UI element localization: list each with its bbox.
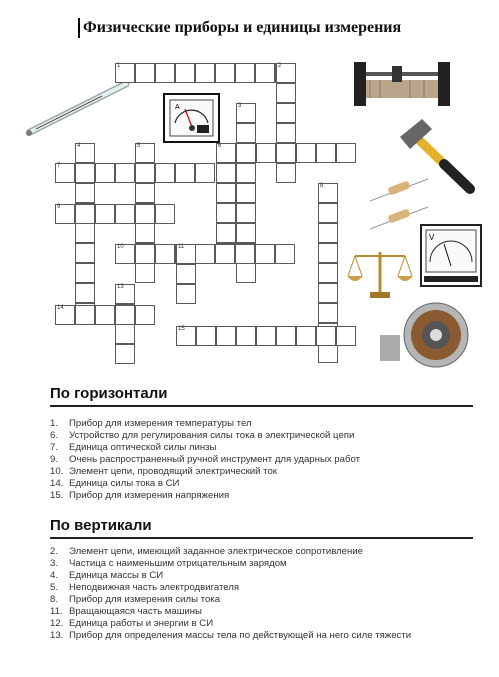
clue-number: 13 (117, 284, 124, 290)
crossword-cell[interactable] (216, 203, 236, 223)
crossword-cell[interactable] (318, 183, 338, 203)
clue-item (50, 442, 360, 454)
crossword-cell[interactable] (215, 63, 235, 83)
clue-item-number: 14. (50, 478, 64, 489)
crossword-cell[interactable] (216, 326, 236, 346)
crossword-cell[interactable] (276, 63, 296, 83)
crossword-cell[interactable] (236, 263, 256, 283)
clue-item-text: Единица силы тока в СИ (69, 478, 180, 489)
crossword-cell[interactable] (75, 223, 95, 243)
crossword-cell[interactable] (75, 204, 95, 224)
crossword-cell[interactable] (115, 344, 135, 364)
clue-number: 8 (320, 183, 324, 189)
crossword-cell[interactable] (296, 143, 316, 163)
voltmeter-image (420, 224, 482, 287)
clue-item (50, 630, 411, 642)
crossword-cell[interactable] (216, 143, 236, 163)
crossword-cell[interactable] (95, 163, 115, 183)
crossword-cell[interactable] (75, 305, 95, 325)
crossword-cell[interactable] (95, 204, 115, 224)
crossword-cell[interactable] (135, 163, 155, 183)
crossword-cell[interactable] (75, 283, 95, 303)
clue-number: 6 (218, 143, 222, 149)
crossword-cell[interactable] (236, 326, 256, 346)
clue-item-text: Прибор для измерения силы тока (69, 594, 221, 605)
crossword-cell[interactable] (215, 244, 235, 264)
crossword-cell[interactable] (316, 326, 336, 346)
across-rule (50, 405, 473, 407)
crossword-cell[interactable] (176, 264, 196, 284)
crossword-cell[interactable] (135, 204, 155, 224)
crossword-cell[interactable] (236, 123, 256, 143)
crossword-cell[interactable] (216, 223, 236, 243)
clue-item-number: 11. (50, 606, 63, 617)
clue-item-text: Единица оптической силы линзы (69, 442, 217, 453)
crossword-cell[interactable] (135, 63, 155, 83)
crossword-cell[interactable] (75, 143, 95, 163)
crossword-cell[interactable] (318, 223, 338, 243)
crossword-cell[interactable] (55, 305, 75, 325)
crossword-cell[interactable] (235, 244, 255, 264)
crossword-cell[interactable] (135, 143, 155, 163)
crossword-cell[interactable] (276, 143, 296, 163)
clue-item-number: 2. (50, 546, 59, 557)
clue-item-number: 7. (50, 442, 59, 453)
clue-number: 9 (57, 204, 61, 210)
clue-item (50, 558, 411, 570)
svg-text:V: V (429, 233, 435, 242)
crossword-cell[interactable] (75, 243, 95, 263)
clue-item-text: Вращающаяся часть машины (69, 606, 202, 617)
across-heading: По горизонтали (50, 385, 168, 402)
crossword-cell[interactable] (155, 163, 175, 183)
crossword-cell[interactable] (176, 326, 196, 346)
clue-item-number: 5. (50, 582, 59, 593)
clue-item-text: Неподвижная часть электродвигателя (69, 582, 240, 593)
crossword-cell[interactable] (276, 163, 296, 183)
crossword-cell[interactable] (55, 204, 75, 224)
crossword-cell[interactable] (256, 143, 276, 163)
crossword-cell[interactable] (318, 243, 338, 263)
down-heading: По вертикали (50, 517, 152, 534)
crossword-cell[interactable] (316, 143, 336, 163)
clue-number: 7 (57, 163, 61, 169)
clue-item-number: 4. (50, 570, 59, 581)
crossword-cell[interactable] (155, 63, 175, 83)
crossword-cell[interactable] (256, 326, 276, 346)
crossword-cell[interactable] (55, 163, 75, 183)
clue-item-text: Очень распространенный ручной инструмент для ударных работ (69, 454, 360, 465)
crossword-cell[interactable] (135, 183, 155, 203)
crossword-cell[interactable] (75, 263, 95, 283)
crossword-cell[interactable] (318, 263, 338, 283)
clue-number: 3 (238, 103, 242, 109)
clue-number: 15 (178, 326, 185, 332)
clue-item (50, 490, 360, 502)
clue-number: 2 (278, 63, 282, 69)
balance-scales-image (345, 246, 415, 300)
crossword-cell[interactable] (318, 283, 338, 303)
crossword-cell[interactable] (115, 305, 135, 325)
clue-item-number: 6. (50, 430, 59, 441)
clue-number: 5 (137, 143, 141, 149)
crossword-cell[interactable] (318, 303, 338, 323)
clue-item (50, 594, 411, 606)
crossword-cell[interactable] (175, 63, 195, 83)
crossword-cell[interactable] (276, 326, 296, 346)
clue-item (50, 570, 411, 582)
clue-item-number: 8. (50, 594, 59, 605)
down-clue-list (50, 546, 411, 642)
crossword-cell[interactable] (275, 244, 295, 264)
crossword-cell[interactable] (235, 63, 255, 83)
svg-text:A: A (175, 104, 180, 111)
down-rule (50, 537, 473, 539)
crossword-cell[interactable] (336, 143, 356, 163)
crossword-cell[interactable] (276, 123, 296, 143)
clue-item (50, 418, 360, 430)
crossword-cell[interactable] (135, 244, 155, 264)
clue-item (50, 466, 360, 478)
clue-number: 1 (117, 63, 121, 69)
crossword-cell[interactable] (135, 263, 155, 283)
clue-item-number: 10. (50, 466, 64, 477)
clue-item-text: Прибор для измерения напряжения (69, 490, 230, 501)
crossword-cell[interactable] (135, 305, 155, 325)
clue-item-number: 3. (50, 558, 59, 569)
crossword-cell[interactable] (176, 244, 196, 264)
clue-item (50, 454, 360, 466)
clue-item-number: 12. (50, 618, 64, 629)
clue-number: 4 (77, 143, 81, 149)
crossword-cell[interactable] (176, 284, 196, 304)
clue-item-text: Устройство для регулирования силы тока в электрической цепи (69, 430, 355, 441)
clue-item-text: Элемент цепи, имеющий заданное электрическое сопротивление (69, 546, 364, 557)
page-title: Физические приборы и единицы измерения (78, 18, 401, 38)
clue-item-text: Частица с наименьшим отрицательным зарядом (69, 558, 287, 569)
crossword-cell[interactable] (95, 305, 115, 325)
clue-number: 11 (178, 244, 185, 250)
clue-number: 10 (117, 244, 124, 250)
crossword-cell[interactable] (236, 183, 256, 203)
clue-item (50, 478, 360, 490)
clue-item-text: Единица массы в СИ (69, 570, 164, 581)
crossword-cell[interactable] (75, 163, 95, 183)
crossword-cell[interactable] (115, 204, 135, 224)
crossword-cell[interactable] (236, 203, 256, 223)
clue-item-number: 9. (50, 454, 59, 465)
crossword-cell[interactable] (75, 183, 95, 203)
crossword-cell[interactable] (236, 143, 256, 163)
crossword-cell[interactable] (336, 326, 356, 346)
crossword-cell[interactable] (196, 326, 216, 346)
crossword-cell[interactable] (276, 103, 296, 123)
crossword-cell[interactable] (115, 163, 135, 183)
crossword-cell[interactable] (276, 83, 296, 103)
thermometer-image (22, 78, 134, 138)
crossword-cell[interactable] (195, 244, 215, 264)
crossword-cell[interactable] (255, 244, 275, 264)
crossword-cell[interactable] (236, 163, 256, 183)
clue-item-text: Элемент цепи, проводящий электрический ток (69, 466, 277, 477)
crossword-cell[interactable] (115, 63, 135, 83)
clue-item-text: Прибор для измерения температуры тел (69, 418, 252, 429)
crossword-cell[interactable] (135, 223, 155, 243)
crossword-cell[interactable] (236, 223, 256, 243)
electric-motor-stator-image (378, 301, 483, 369)
clue-item (50, 606, 411, 618)
crossword-cell[interactable] (195, 163, 215, 183)
clue-item (50, 430, 360, 442)
crossword-cell[interactable] (318, 343, 338, 363)
clue-item (50, 618, 411, 630)
crossword-cell[interactable] (236, 103, 256, 123)
clue-number: 14 (57, 305, 64, 311)
rheostat-image (350, 56, 455, 111)
crossword-cell[interactable] (115, 244, 135, 264)
across-clue-list (50, 418, 360, 502)
crossword-cell[interactable] (216, 183, 236, 203)
crossword-cell[interactable] (115, 284, 135, 304)
ammeter-image (163, 93, 220, 143)
clue-item-number: 1. (50, 418, 59, 429)
clue-item-number: 15. (50, 490, 64, 501)
clue-item (50, 546, 411, 558)
crossword-cell[interactable] (115, 324, 135, 344)
clue-item-text: Единица работы и энергии в СИ (69, 618, 214, 629)
clue-item-number: 13. (50, 630, 64, 641)
clue-item (50, 582, 411, 594)
clue-item-text: Прибор для определения массы тела по действующей на него силе тяжести (69, 630, 412, 641)
crossword-cell[interactable] (255, 63, 275, 83)
crossword-cell[interactable] (318, 203, 338, 223)
crossword-cell[interactable] (296, 326, 316, 346)
crossword-cell[interactable] (155, 244, 175, 264)
crossword-cell[interactable] (195, 63, 215, 83)
crossword-cell[interactable] (175, 163, 195, 183)
crossword-cell[interactable] (155, 204, 175, 224)
crossword-cell[interactable] (216, 163, 236, 183)
